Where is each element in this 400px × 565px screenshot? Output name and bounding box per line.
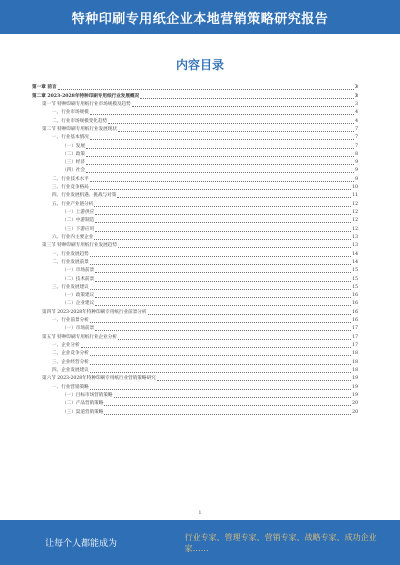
toc-leader-dots bbox=[95, 214, 351, 215]
toc-entry[interactable] bbox=[32, 117, 358, 125]
toc-entry-label: 第三节 特种印刷专用纸行业发展趋势 bbox=[42, 243, 117, 249]
toc-leader-dots bbox=[95, 330, 351, 331]
toc-entry-label: （三）经济 bbox=[62, 160, 85, 166]
toc-leader-dots bbox=[95, 231, 351, 232]
toc-entry-label: 二、行业发展前景 bbox=[52, 259, 89, 265]
toc-leader-dots bbox=[90, 264, 351, 265]
toc-entry-label: （一）市场前景 bbox=[62, 326, 95, 332]
toc-entry-page: 11 bbox=[352, 193, 358, 199]
toc-entry-page: 3 bbox=[354, 85, 358, 91]
toc-entry[interactable] bbox=[32, 142, 358, 150]
toc-entry-page: 9 bbox=[355, 160, 358, 166]
toc-entry-page: 7 bbox=[355, 126, 358, 132]
toc-entry-page: 19 bbox=[352, 376, 358, 382]
toc-entry[interactable] bbox=[32, 242, 358, 250]
toc-entry-label: 第一节 特种印刷专用纸行业市场规模及趋势 bbox=[42, 101, 131, 107]
toc-entry-label: 一、行业前景分析 bbox=[52, 318, 89, 324]
toc-entry-label: （一）上游供应 bbox=[62, 210, 95, 215]
toc-entry-label: 二、行业市场规模变化趋势 bbox=[52, 118, 108, 124]
toc-entry-label: 五、行业产业链分析 bbox=[52, 201, 94, 207]
table-of-contents bbox=[32, 84, 358, 417]
toc-leader-dots bbox=[148, 314, 352, 315]
toc-entry-label: （三）渠道营销策略 bbox=[62, 409, 104, 415]
toc-leader-dots bbox=[90, 389, 351, 390]
toc-leader-dots bbox=[90, 289, 351, 290]
toc-entry-page: 7 bbox=[355, 143, 358, 149]
toc-entry-page: 19 bbox=[352, 384, 358, 390]
toc-leader-dots bbox=[94, 206, 351, 207]
toc-leader-dots bbox=[95, 222, 351, 223]
toc-entry-page: 20 bbox=[352, 409, 358, 415]
toc-entry-label: 一、行业营销策略 bbox=[52, 384, 89, 390]
toc-entry-label: （二）产品营销策略 bbox=[62, 401, 104, 407]
footer-slogan: 让每个人都能成为 bbox=[45, 539, 118, 549]
toc-entry-page: 13 bbox=[352, 234, 358, 240]
toc-entry-label: 一、行业基本情况 bbox=[52, 135, 89, 141]
toc-entry[interactable] bbox=[32, 225, 358, 233]
toc-entry[interactable] bbox=[32, 317, 358, 325]
toc-entry[interactable] bbox=[32, 275, 358, 283]
report-title: 特种印刷专用纸企业本地营销策略研究报告 bbox=[71, 11, 329, 27]
toc-entry-label: （一）目标市场营销策略 bbox=[62, 392, 113, 398]
toc-entry[interactable] bbox=[32, 350, 358, 358]
toc-leader-dots bbox=[86, 164, 354, 165]
toc-entry-page: 17 bbox=[352, 326, 358, 332]
toc-leader-dots bbox=[90, 181, 354, 182]
toc-entry-page: 13 bbox=[352, 243, 358, 249]
toc-leader-dots bbox=[140, 98, 354, 99]
toc-leader-dots bbox=[114, 397, 352, 398]
toc-entry-label: 一、行业发展趋势 bbox=[52, 251, 89, 257]
toc-entry[interactable] bbox=[32, 375, 358, 383]
toc-leader-dots bbox=[58, 89, 354, 90]
toc-entry-page: 3 bbox=[355, 101, 358, 107]
toc-entry-label: 第二章 2023-2028年特种印刷专用纸行业发展概况 bbox=[32, 93, 140, 99]
toc-entry-label: （二）政策 bbox=[62, 151, 85, 157]
toc-entry[interactable] bbox=[32, 167, 358, 175]
toc-leader-dots bbox=[86, 172, 354, 173]
toc-entry[interactable] bbox=[32, 184, 358, 192]
toc-entry-label: 第二节 特种印刷专用纸行业发展现状 bbox=[42, 126, 117, 132]
toc-entry[interactable] bbox=[32, 333, 358, 341]
toc-entry[interactable] bbox=[32, 250, 358, 258]
toc-entry[interactable] bbox=[32, 408, 358, 416]
toc-leader-dots bbox=[118, 131, 354, 132]
toc-entry-page: 3 bbox=[354, 93, 358, 99]
toc-entry-label: 第一章 前言 bbox=[32, 85, 57, 91]
toc-entry-page: 16 bbox=[352, 318, 358, 324]
toc-entry-label: （二）企业建议 bbox=[62, 301, 95, 307]
toc-entry[interactable] bbox=[32, 234, 358, 242]
toc-entry-label: 一、企业分析 bbox=[52, 343, 80, 348]
toc-leader-dots bbox=[94, 239, 351, 240]
toc-entry-page: 10 bbox=[352, 185, 358, 191]
toc-entry-page: 16 bbox=[352, 309, 358, 315]
toc-entry-page: 18 bbox=[352, 351, 358, 357]
toc-entry[interactable] bbox=[32, 151, 358, 159]
toc-entry-page: 15 bbox=[352, 276, 358, 282]
footer-tagline: 行业专家、管理专家、营销专家、战略专家、成功企业家…… bbox=[184, 532, 377, 553]
toc-leader-dots bbox=[95, 305, 351, 306]
toc-entry[interactable] bbox=[32, 292, 358, 300]
toc-entry-label: 二、行业技术水平 bbox=[52, 176, 89, 182]
toc-leader-dots bbox=[90, 372, 351, 373]
toc-leader-dots bbox=[95, 281, 351, 282]
header-banner bbox=[0, 0, 400, 34]
toc-entry-page: 12 bbox=[352, 201, 358, 207]
toc-entry-label: 一、行业市场规模 bbox=[52, 110, 89, 116]
toc-entry[interactable] bbox=[32, 383, 358, 391]
toc-entry-page: 16 bbox=[352, 301, 358, 307]
toc-entry-page: 4 bbox=[355, 110, 358, 116]
toc-entry-label: 第四节 2023-2028年特种印刷专用纸行业前景分析 bbox=[42, 309, 147, 315]
toc-leader-dots bbox=[104, 414, 351, 415]
toc-entry[interactable] bbox=[32, 267, 358, 275]
toc-entry-page: 8 bbox=[355, 151, 358, 157]
toc-entry-label: 三、企业经营分析 bbox=[52, 359, 89, 365]
toc-entry-label: 第六节 2023-2028年特种印刷专用纸行业营销策略研究 bbox=[42, 376, 156, 382]
toc-entry-page: 9 bbox=[355, 176, 358, 182]
toc-entry[interactable] bbox=[32, 159, 358, 167]
toc-entry-page: 20 bbox=[352, 401, 358, 407]
toc-entry[interactable] bbox=[32, 358, 358, 366]
toc-entry-page: 16 bbox=[352, 293, 358, 299]
toc-leader-dots bbox=[81, 347, 352, 348]
toc-entry[interactable] bbox=[32, 284, 358, 292]
toc-entry-page: 14 bbox=[352, 251, 358, 257]
toc-leader-dots bbox=[95, 297, 351, 298]
toc-entry[interactable] bbox=[32, 175, 358, 183]
toc-leader-dots bbox=[157, 380, 351, 381]
toc-entry-page: 12 bbox=[352, 226, 358, 232]
toc-entry[interactable] bbox=[32, 367, 358, 375]
toc-entry[interactable] bbox=[32, 200, 358, 208]
toc-entry-label: 三、行业发展建议 bbox=[52, 284, 89, 290]
toc-leader-dots bbox=[95, 272, 351, 273]
toc-entry[interactable] bbox=[32, 101, 358, 109]
toc-entry-label: 四、企业发展建议 bbox=[52, 367, 89, 373]
toc-leader-dots bbox=[90, 139, 354, 140]
toc-entry[interactable] bbox=[32, 92, 358, 100]
toc-entry[interactable] bbox=[32, 392, 358, 400]
toc-entry-label: 第五节 特种印刷专用纸行业企业分析 bbox=[42, 334, 117, 340]
toc-leader-dots bbox=[118, 247, 351, 248]
toc-entry-page: 18 bbox=[352, 359, 358, 365]
toc-entry-label: 六、行业内主要企业 bbox=[52, 234, 94, 240]
toc-entry-label: （四）社会 bbox=[62, 168, 85, 174]
toc-entry-page: 12 bbox=[352, 218, 358, 224]
toc-entry-page: 7 bbox=[355, 135, 358, 141]
toc-entry[interactable] bbox=[32, 400, 358, 408]
toc-entry-page: 18 bbox=[352, 367, 358, 373]
toc-entry-label: （三）下游应用 bbox=[62, 226, 95, 232]
toc-heading: 内容目录 bbox=[175, 58, 224, 72]
toc-entry-page: 19 bbox=[352, 392, 358, 398]
toc-entry-label: 二、企业竞争分析 bbox=[52, 351, 89, 357]
toc-entry[interactable] bbox=[32, 126, 358, 134]
toc-entry-page: 15 bbox=[352, 268, 358, 274]
toc-entry-page: 17 bbox=[352, 334, 358, 340]
toc-entry-page: 14 bbox=[352, 259, 358, 265]
toc-leader-dots bbox=[132, 106, 354, 107]
toc-entry-label: 四、行业发展机遇、挑战与对策 bbox=[52, 193, 117, 199]
toc-entry[interactable] bbox=[32, 134, 358, 142]
toc-entry-label: 三、行业竞争格局 bbox=[52, 185, 89, 191]
footer-banner bbox=[0, 520, 400, 565]
toc-entry[interactable] bbox=[32, 192, 358, 200]
toc-leader-dots bbox=[117, 197, 351, 198]
toc-leader-dots bbox=[86, 148, 354, 149]
toc-entry-label: （一）政策建议 bbox=[62, 293, 95, 299]
toc-entry-label: （二）中游制造 bbox=[62, 218, 95, 224]
toc-entry-label: （一）市场前景 bbox=[62, 268, 95, 274]
toc-leader-dots bbox=[118, 339, 351, 340]
toc-leader-dots bbox=[90, 256, 351, 257]
toc-entry[interactable] bbox=[32, 217, 358, 225]
toc-leader-dots bbox=[90, 322, 351, 323]
toc-leader-dots bbox=[90, 355, 351, 356]
toc-entry-label: （二）技术前景 bbox=[62, 276, 95, 282]
toc-entry[interactable] bbox=[32, 84, 358, 92]
toc-entry[interactable] bbox=[32, 109, 358, 117]
page-number: 1 bbox=[198, 510, 202, 516]
toc-entry-page: 9 bbox=[355, 168, 358, 174]
toc-leader-dots bbox=[104, 405, 351, 406]
toc-entry-page: 4 bbox=[355, 118, 358, 124]
toc-entry-page: 17 bbox=[352, 343, 358, 348]
toc-leader-dots bbox=[86, 156, 354, 157]
toc-entry-page: 12 bbox=[352, 210, 358, 215]
toc-entry-label: （一）发展 bbox=[62, 143, 85, 149]
toc-leader-dots bbox=[90, 189, 351, 190]
toc-entry[interactable] bbox=[32, 342, 358, 350]
toc-entry-page: 15 bbox=[352, 284, 358, 290]
toc-entry[interactable] bbox=[32, 325, 358, 333]
toc-entry[interactable] bbox=[32, 209, 358, 217]
toc-leader-dots bbox=[90, 114, 354, 115]
toc-leader-dots bbox=[90, 364, 351, 365]
toc-entry[interactable] bbox=[32, 259, 358, 267]
toc-entry[interactable] bbox=[32, 308, 358, 316]
toc-leader-dots bbox=[108, 123, 354, 124]
toc-entry[interactable] bbox=[32, 300, 358, 308]
